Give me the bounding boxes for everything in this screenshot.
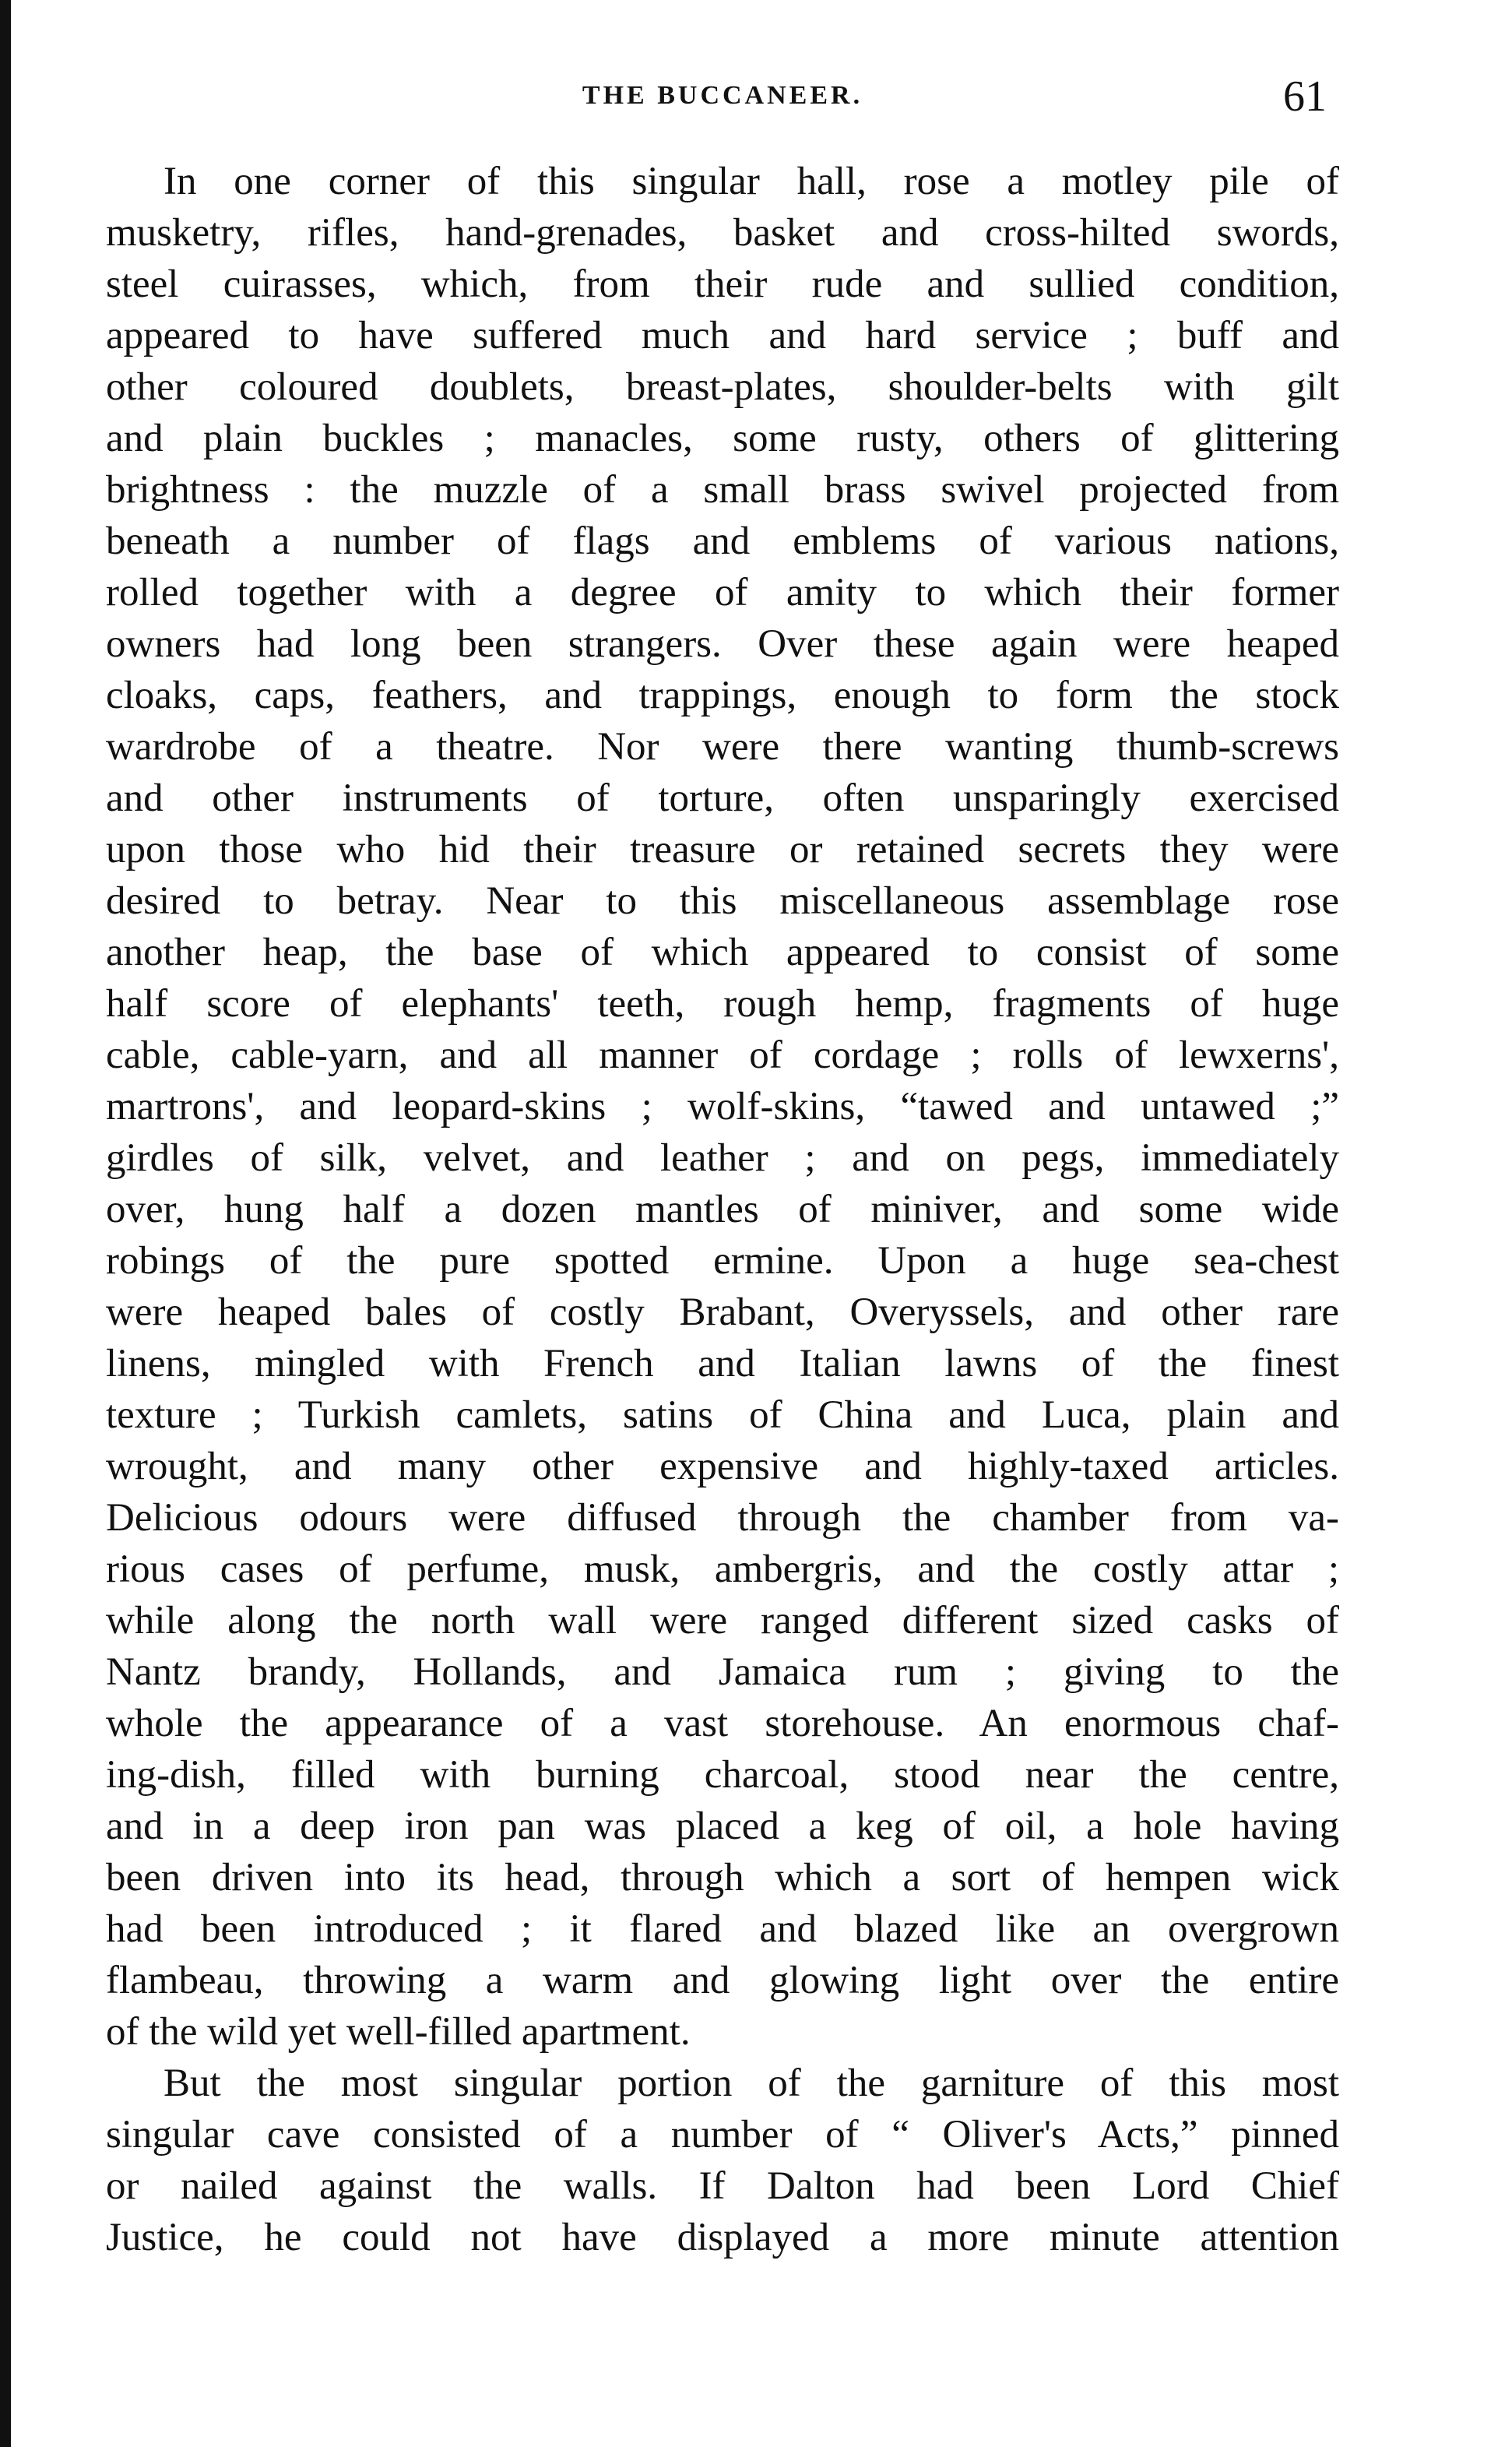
- text-line: of the wild yet well-filled apartment.: [106, 2010, 691, 2054]
- text-line: cloaks, caps, feathers, and trappings, enough to form the stock: [106, 674, 1339, 717]
- text-line: desired to betray. Near to this miscellaneous assemblage rose: [106, 879, 1339, 923]
- text-line: appeared to have suffered much and hard service ; buff and: [106, 314, 1339, 357]
- text-line: and other instruments of torture, often unsparingly exercised: [106, 776, 1339, 820]
- text-line: Nantz brandy, Hollands, and Jamaica rum ; giving to the: [106, 1650, 1339, 1694]
- text-line: But the most singular portion of the garniture of this most: [164, 2061, 1339, 2105]
- page-body: [106, 156, 1339, 2263]
- text-line: wardrobe of a theatre. Nor were there wanting thumb-screws: [106, 725, 1339, 769]
- text-line: were heaped bales of costly Brabant, Overyssels, and other rare: [106, 1290, 1339, 1334]
- text-line: brightness : the muzzle of a small brass swivel projected from: [106, 468, 1339, 512]
- text-line: wrought, and many other expensive and highly-taxed articles.: [106, 1445, 1339, 1488]
- running-title: THE BUCCANEER.: [582, 81, 863, 110]
- text-line: or nailed against the walls. If Dalton had been Lord Chief: [106, 2164, 1339, 2208]
- page-binding-edge: [0, 0, 11, 2447]
- text-line: over, hung half a dozen mantles of miniver, and some wide: [106, 1188, 1339, 1231]
- text-line: robings of the pure spotted ermine. Upon a huge sea-chest: [106, 1239, 1339, 1283]
- text-line: martrons', and leopard-skins ; wolf-skins, “tawed and untawed ;”: [106, 1085, 1339, 1128]
- text-line: texture ; Turkish camlets, satins of China and Luca, plain and: [106, 1393, 1339, 1437]
- text-line: cable, cable-yarn, and all manner of cordage ; rolls of lewxerns',: [106, 1033, 1339, 1077]
- text-line: whole the appearance of a vast storehouse. An enormous chaf-: [106, 1702, 1339, 1745]
- text-line: and plain buckles ; manacles, some rusty, others of glittering: [106, 417, 1339, 460]
- text-line: and in a deep iron pan was placed a keg of oil, a hole having: [106, 1804, 1339, 1848]
- text-line: linens, mingled with French and Italian lawns of the finest: [106, 1342, 1339, 1385]
- text-line: ing-dish, filled with burning charcoal, stood near the centre,: [106, 1753, 1339, 1797]
- text-line: other coloured doublets, breast-plates, shoulder-belts with gilt: [106, 365, 1339, 409]
- text-line: been driven into its head, through which a sort of hempen wick: [106, 1856, 1339, 1900]
- text-line: flambeau, throwing a warm and glowing light over the entire: [106, 1959, 1339, 2002]
- text-line: beneath a number of flags and emblems of various nations,: [106, 519, 1339, 563]
- text-line: had been introduced ; it flared and blazed like an overgrown: [106, 1907, 1339, 1951]
- text-line: musketry, rifles, hand-grenades, basket and cross-hilted swords,: [106, 211, 1339, 255]
- text-line: singular cave consisted of a number of “ Oliver's Acts,” pinned: [106, 2113, 1339, 2157]
- text-line: upon those who hid their treasure or retained secrets they were: [106, 828, 1339, 871]
- text-line: rious cases of perfume, musk, ambergris, and the costly attar ;: [106, 1547, 1339, 1591]
- text-line: girdles of silk, velvet, and leather ; and on pegs, immediately: [106, 1136, 1339, 1180]
- text-line: while along the north wall were ranged different sized casks of: [106, 1599, 1339, 1642]
- page-header: [106, 72, 1339, 126]
- text-line: In one corner of this singular hall, rose a motley pile of: [164, 160, 1339, 203]
- text-line: half score of elephants' teeth, rough hemp, fragments of huge: [106, 982, 1339, 1026]
- text-line: Delicious odours were diffused through the chamber from va-: [106, 1496, 1339, 1540]
- text-line: rolled together with a degree of amity to which their former: [106, 571, 1339, 614]
- text-line: owners had long been strangers. Over these again were heaped: [106, 622, 1339, 666]
- text-line: another heap, the base of which appeared to consist of some: [106, 931, 1339, 974]
- page-number: 61: [1283, 72, 1327, 121]
- text-line: steel cuirasses, which, from their rude and sullied condition,: [106, 262, 1339, 306]
- text-line: Justice, he could not have displayed a more minute attention: [106, 2216, 1339, 2259]
